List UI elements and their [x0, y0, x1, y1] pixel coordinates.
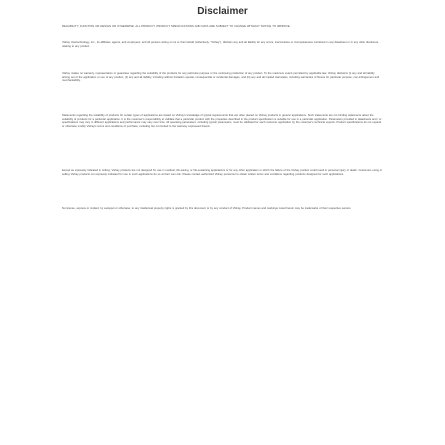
paragraph-reliability: RELIABILITY, FUNCTION OR DESIGN OR OTHERWISE. ALL PRODUCT, PRODUCT SPECIFICATIONS AND DATA ARE SUBJECT TO CHANGE WITHOUT NOTICE TO IMPROVE [62, 25, 290, 28]
page-title: Disclaimer [197, 6, 248, 17]
paragraph-license: No license, express or implied, by estoppel or otherwise, to any intellectual property rights is granted by this document or by any conduct of Vishay. Product names and markings noted herein may be trademarks of their respective owners. [62, 207, 352, 210]
paragraph-warranty: Vishay makes no warranty, representation or guarantee regarding the suitability of the products for any particular purpose or the continuing production of any product. To the maximum extent permitted by applicable law, Vishay disclaims (i) any and all liability arising out of the application or use of any product, (ii) any and all liability, including without limitation special, consequential or incidental damages, and (iii) any and all implied warranties, including warranties of fitness for particular purpose, non-infringement and merchantability. [62, 72, 380, 83]
paragraph-medical-use: Except as expressly indicated in writing, Vishay products are not designed for use in medical, life-saving, or life-sustaining applications or for any other application in which the failure of the Vishay product could result in personal injury or death. Customers using or selling Vishay products not expressly indicated for use in such applications do so at their own risk. Please contact authorized Vishay personnel to obtain written terms and conditions regarding products designed for such applications. [62, 169, 383, 176]
paragraph-suitability: Statements regarding the suitability of products for certain types of applications are based on Vishay's knowledge of typical requirements that are often placed on Vishay products in generic applications. Such statements are not binding statements about the suitability of products for a particular application. It is the customer's responsibility to validate that a particular product with the properties described in the product specification is suitable for use in a particular application. Parameters provided in datasheets and / or specifications may vary in different applications and performance may vary over time. All operating parameters, including typical parameters, must be validated for each customer application by the customer's technical experts. Product specifications do not expand or otherwise modify Vishay's terms and conditions of purchase, including but not limited to the warranty expressed therein. [62, 114, 382, 129]
paragraph-liability: Vishay Intertechnology, Inc., its affiliates, agents, and employees, and all persons acting on its or their behalf (collectively, "Vishay"), disclaim any and all liability for any errors, inaccuracies or incompleteness contained in any datasheet or in any other disclosure relating to any product. [62, 41, 379, 48]
